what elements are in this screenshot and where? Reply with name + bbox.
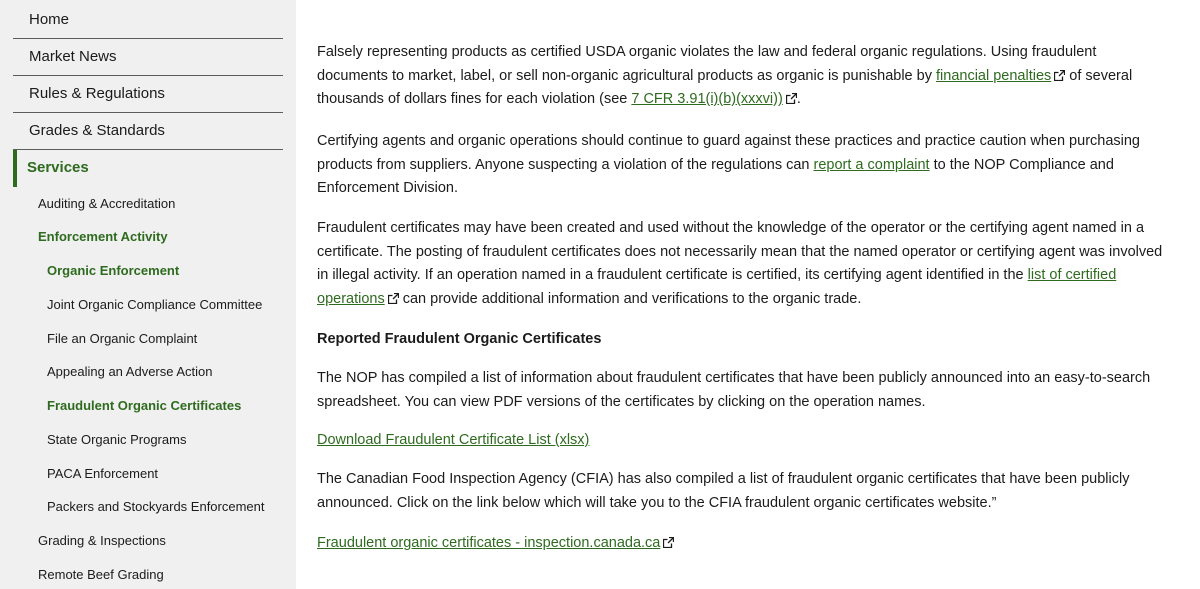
nav-grades-standards[interactable]: Grades & Standards [13, 113, 283, 150]
nav-enforcement-activity[interactable]: Enforcement Activity [38, 229, 168, 244]
nav-joint-organic-compliance[interactable]: Joint Organic Compliance Committee [47, 297, 263, 312]
nav-organic-enforcement[interactable]: Organic Enforcement [47, 263, 180, 278]
external-link-icon [1054, 70, 1065, 81]
text: Falsely representing products as certified USDA organic violates the law and federal organic regulations. Using fraudulent documents to market, label, or sell non-organic agricultural products as organic is punishable by [317, 44, 1097, 84]
paragraph-certifying-agents [317, 130, 1167, 201]
text: . [796, 91, 801, 107]
nav-auditing-accreditation[interactable]: Auditing & Accreditation [38, 196, 176, 211]
nav-market-news[interactable]: Market News [13, 39, 283, 76]
paragraph-penalties [317, 41, 1167, 112]
sidebar-nav [0, 0, 296, 589]
paragraph-fraudulent-certificates [317, 217, 1167, 311]
nav-file-organic-complaint[interactable]: File an Organic Complaint [47, 331, 198, 346]
nav-fraudulent-organic-certificates[interactable]: Fraudulent Organic Certificates [47, 398, 242, 413]
download-certificate-list-link[interactable]: Download Fraudulent Certificate List (xlsx) [317, 432, 590, 448]
text: Certifying agents and organic operations should continue to guard against these practices and practice caution when purchasing products from suppliers. Anyone suspecting a violation of the regulations can [317, 133, 1140, 173]
text: can provide additional information and verifications to the organic trade. [398, 290, 862, 307]
text: to the NOP Compliance and Enforcement Division. [317, 156, 1114, 196]
external-link-icon [388, 293, 399, 304]
external-link-icon [786, 93, 797, 104]
nav-paca-enforcement[interactable]: PACA Enforcement [47, 466, 159, 481]
cfia-link-paragraph [317, 532, 1167, 556]
nav-grading-inspections[interactable]: Grading & Inspections [38, 533, 166, 548]
nav-state-organic-programs[interactable]: State Organic Programs [47, 432, 187, 447]
download-paragraph [317, 429, 1167, 453]
paragraph-nop-list: The NOP has compiled a list of information about fraudulent certificates that have been publicly announced into an easy-to-search spreadsheet. You can view PDF versions of the certificates by clicking on the operation names. [317, 370, 1151, 410]
report-complaint-link[interactable]: report a complaint [813, 156, 930, 173]
text: Fraudulent certificates may have been created and used without the knowledge of the operator or the certifying agent named in a certificate. The posting of fraudulent certificates does not necessarily mean that the named operator or certifying agent was involved in illegal activity. If an operation named in a fraudulent certificate is certified, its certifying agent identified in the [317, 220, 1163, 283]
certified-operations-link[interactable]: list of certified operations [317, 267, 1117, 307]
paragraph-cfia: The Canadian Food Inspection Agency (CFIA) has also compiled a list of fraudulent organic certificates that have been publicly announced. Click on the link below which will take you to the CFIA fraudulent organic certificates website.” [317, 471, 1130, 511]
section-heading: Reported Fraudulent Organic Certificates [317, 331, 602, 347]
financial-penalties-link[interactable]: financial penalties [936, 67, 1052, 84]
nav-appealing-adverse-action[interactable]: Appealing an Adverse Action [47, 364, 213, 379]
external-link-icon [663, 537, 674, 548]
cfr-link[interactable]: 7 CFR 3.91(i)(b)(xxxvi)) [631, 91, 783, 107]
nav-packers-stockyards[interactable]: Packers and Stockyards Enforcement [47, 499, 265, 514]
nav-remote-beef-grading[interactable]: Remote Beef Grading [38, 567, 164, 582]
nav-services[interactable]: Services [13, 150, 283, 187]
nav-rules-regulations[interactable]: Rules & Regulations [13, 76, 283, 113]
nav-home[interactable]: Home [13, 2, 283, 39]
cfia-link[interactable]: Fraudulent organic certificates - inspection.canada.ca [317, 535, 661, 551]
text: of several thousands of dollars fines for each violation (see [317, 67, 1133, 107]
